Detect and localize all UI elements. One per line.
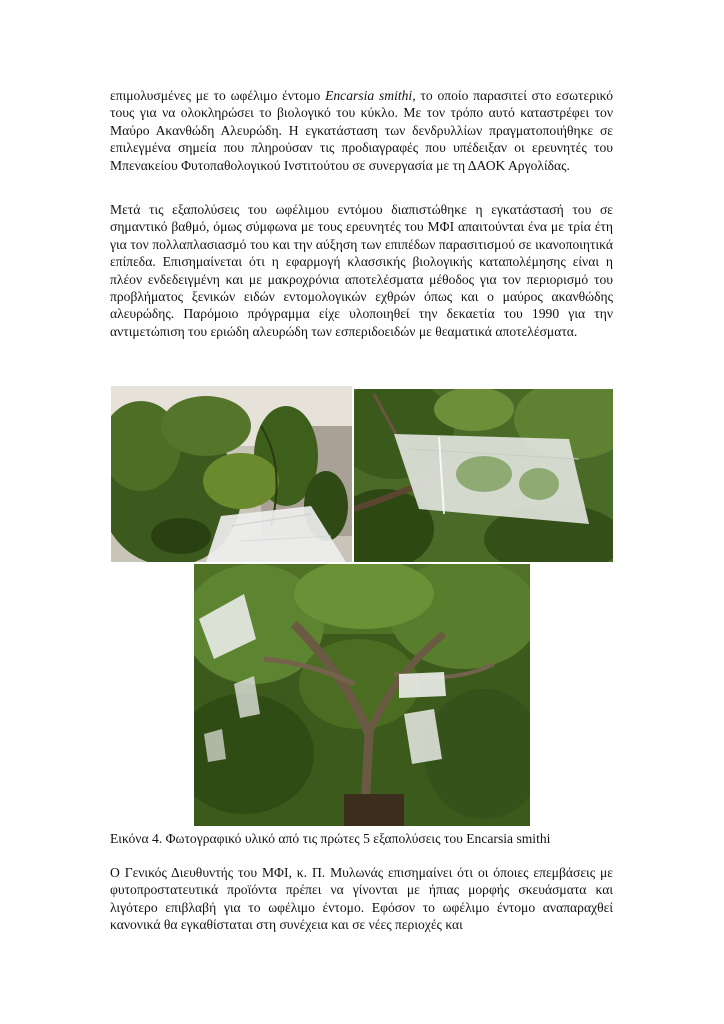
paragraph-2: Μετά τις εξαπολύσεις του ωφέλιμου εντόμου διαπιστώθηκε η εγκατάστασή του σε σημαντικό βαθμό, όμως σύμφωνα με τους ερευνητές του ΜΦΙ απαιτούνται ένα με τρία έτη για τον πολλαπλασιασμό του και την αύξηση των επιπέδων παρασιτισμού σε ικανοποιητικά επίπεδα. Επισημαίνεται ότι η εφαρμογή κλασσικής βιολογικής καταπολέμησης είναι η πλέον ενδεδειγμένη και με μακροχρόνια αποτελέσματα μέθοδος για τον περιορισμό του προβλήματος ξενικών ειδών εντομολογικών εχθρών όπως και ο μαύρος ακανθώδης αλευρώδης. Παρόμοιο πρόγραμμα είχε υλοποιηθεί την δεκαετία του 1990 για την αντιμετώπιση του εριώδη αλευρώδη των εσπεριδοειδών με θεαματικά αποτελέσματα.	[110, 202, 613, 339]
figure-caption: Εικόνα 4. Φωτογραφικό υλικό από τις πρώτες 5 εξαπολύσεις του Encarsia smithi	[110, 831, 551, 846]
paragraph-3: Ο Γενικός Διευθυντής του ΜΦΙ, κ. Π. Μυλωνάς επισημαίνει ότι οι όποιες επεμβάσεις με φυτοπροστατευτικά προϊόντα πρέπει να γίνονται με ήπιας μορφής σκευάσματα και λιγότερο επιβλαβή για το ωφέλιμο έντομο. Εφόσον το ωφέλιμο έντομο αναπαραχθεί κανονικά θα εγκαθίσταται στη συνέχεια και σε νέες περιοχές και	[110, 865, 613, 933]
paragraph-1-rest: το οποίο παρασιτεί στο εσωτερικό τους για να ολοκληρώσει το βιολογικό του κύκλο. Με τον τρόπο αυτό καταστρέφει τον Μαύρο Ακανθώδη Αλευρώδη. Η εγκατάσταση των δενδρυλλίων πραγματοποιήθηκε σε επιλεγμένα σημεία που πληρούσαν τις προδιαγραφές που υπέδειξαν οι ερευνητές του Μπενακείου Φυτοπαθολογικού Ινστιτούτου σε συνεργασία με τη ΔΑΟΚ Αργολίδας.	[110, 88, 613, 173]
photo-tree-with-bags	[194, 564, 530, 826]
paragraph-1-start: επιμολυσμένες με το ωφέλιμο έντομο	[110, 88, 326, 103]
photo-bag-on-branch	[354, 389, 613, 562]
photo-leaves-closeup	[111, 386, 352, 562]
species-name-italic: Encarsia smithi,	[325, 88, 416, 103]
paragraph-1	[110, 87, 613, 174]
